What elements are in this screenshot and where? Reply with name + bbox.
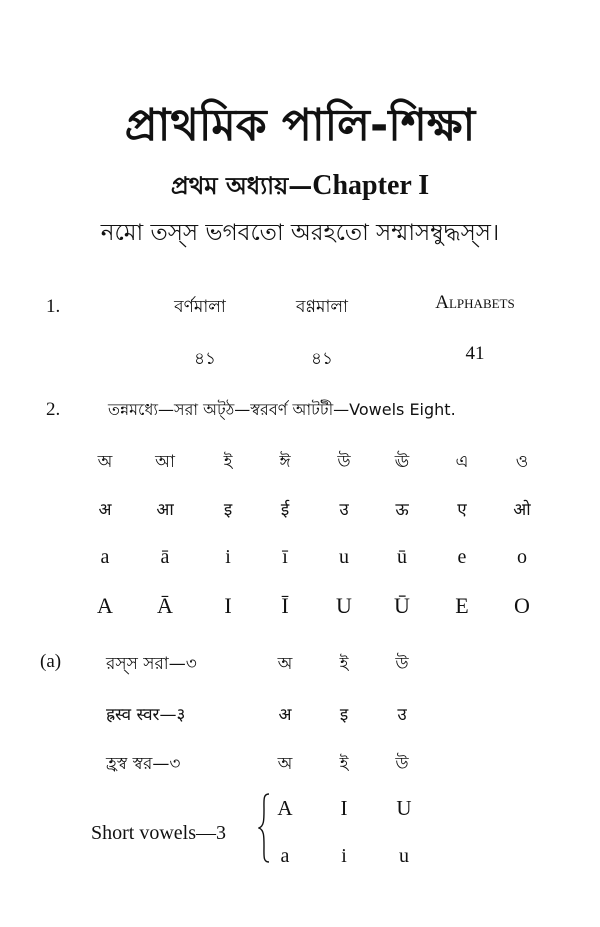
vowel-cell: i <box>225 546 231 568</box>
short-vowel-upper: A <box>277 796 293 820</box>
vowel-cell: ū <box>397 546 407 568</box>
vowels-heading: তন্নমধ্যে—সরা অট্‌ঠ—স্বরবর্ণ আটটী—Vowels Eight. <box>108 400 456 419</box>
chapter-heading-bengali: প্রথম অধ্যায়— <box>170 171 313 200</box>
vowel-cell: इ <box>223 500 233 520</box>
chapter-heading-english: Chapter I <box>312 170 430 201</box>
vowel-cell: ā <box>160 546 170 568</box>
short-vowel-cell: অ <box>277 754 293 774</box>
vowel-cell: U <box>336 593 352 618</box>
vowel-cell: A <box>97 593 113 618</box>
vowel-cell: ए <box>457 500 467 520</box>
vowel-cell: ও <box>515 452 529 472</box>
curly-brace-icon <box>258 792 270 864</box>
short-vowel-cell: इ <box>339 705 349 725</box>
vowel-cell: आ <box>156 500 174 520</box>
alphabet-count-english: 41 <box>465 343 485 364</box>
vowel-cell: Ā <box>157 593 173 618</box>
chapter-heading <box>0 168 600 208</box>
short-vowel-cell: অ <box>277 654 293 674</box>
vowel-cell: o <box>517 546 527 568</box>
short-vowel-upper: I <box>340 796 348 820</box>
short-vowel-cell: ই <box>339 754 349 774</box>
page-title: প্রাথমিক পালি-শিক্ষা <box>124 100 476 151</box>
vowel-cell: Ū <box>394 593 410 618</box>
vowel-cell: a <box>100 546 110 568</box>
subsection-marker: (a) <box>40 651 62 672</box>
short-vowel-cell: ই <box>339 654 349 674</box>
short-vowel-lower: u <box>399 845 409 867</box>
short-vowels-english-label: Short vowels—3 <box>91 822 226 844</box>
vowel-cell: আ <box>155 452 175 472</box>
short-vowel-cell: अ <box>278 705 292 725</box>
vowel-cell: उ <box>339 500 349 520</box>
vowel-cell: ऊ <box>395 500 409 520</box>
vowel-cell: Ī <box>281 593 289 618</box>
vowel-cell: ओ <box>513 500 531 520</box>
vowel-cell: অ <box>97 452 113 472</box>
short-vowel-cell: উ <box>395 654 409 674</box>
vowel-cell: ই <box>223 452 233 472</box>
short-vowel-label-pali: রস্‌স সরা—৩ <box>106 654 197 674</box>
vowel-cell: ঈ <box>279 452 291 472</box>
vowel-cell: ঊ <box>394 452 410 472</box>
alphabet-count-pali: ৪১ <box>310 349 334 369</box>
alphabet-label-english: Alphabets <box>435 292 515 313</box>
vowel-cell: I <box>224 593 232 618</box>
alphabet-label-bengali: বর্ণমালা <box>174 297 226 317</box>
vowel-cell: E <box>455 593 469 618</box>
vowel-cell: ई <box>280 500 290 520</box>
vowel-cell: ī <box>282 546 288 568</box>
invocation-line: নমো তস্‌স ভগবতো অরহতো সম্মাসম্বুদ্ধস্‌স। <box>100 220 500 246</box>
short-vowel-cell: उ <box>397 705 407 725</box>
short-vowel-label-sanskrit: ह्रस्व स्वर—३ <box>106 705 186 725</box>
vowel-cell: e <box>457 546 467 568</box>
short-vowel-upper: U <box>396 796 412 820</box>
vowel-cell: O <box>514 593 530 618</box>
short-vowel-label-bengali: হ্রস্ব স্বর—৩ <box>106 754 181 774</box>
alphabet-count-bengali: ৪১ <box>193 349 217 369</box>
alphabet-label-pali: বণ্ণমালা <box>296 297 348 317</box>
short-vowel-lower: a <box>280 845 290 867</box>
vowel-cell: উ <box>337 452 351 472</box>
item-number-2: 2. <box>46 399 61 420</box>
short-vowel-cell: উ <box>395 754 409 774</box>
vowel-cell: u <box>339 546 349 568</box>
short-vowel-lower: i <box>341 845 347 867</box>
vowel-cell: এ <box>455 452 469 472</box>
item-number-1: 1. <box>46 296 61 317</box>
vowel-cell: अ <box>98 500 112 520</box>
